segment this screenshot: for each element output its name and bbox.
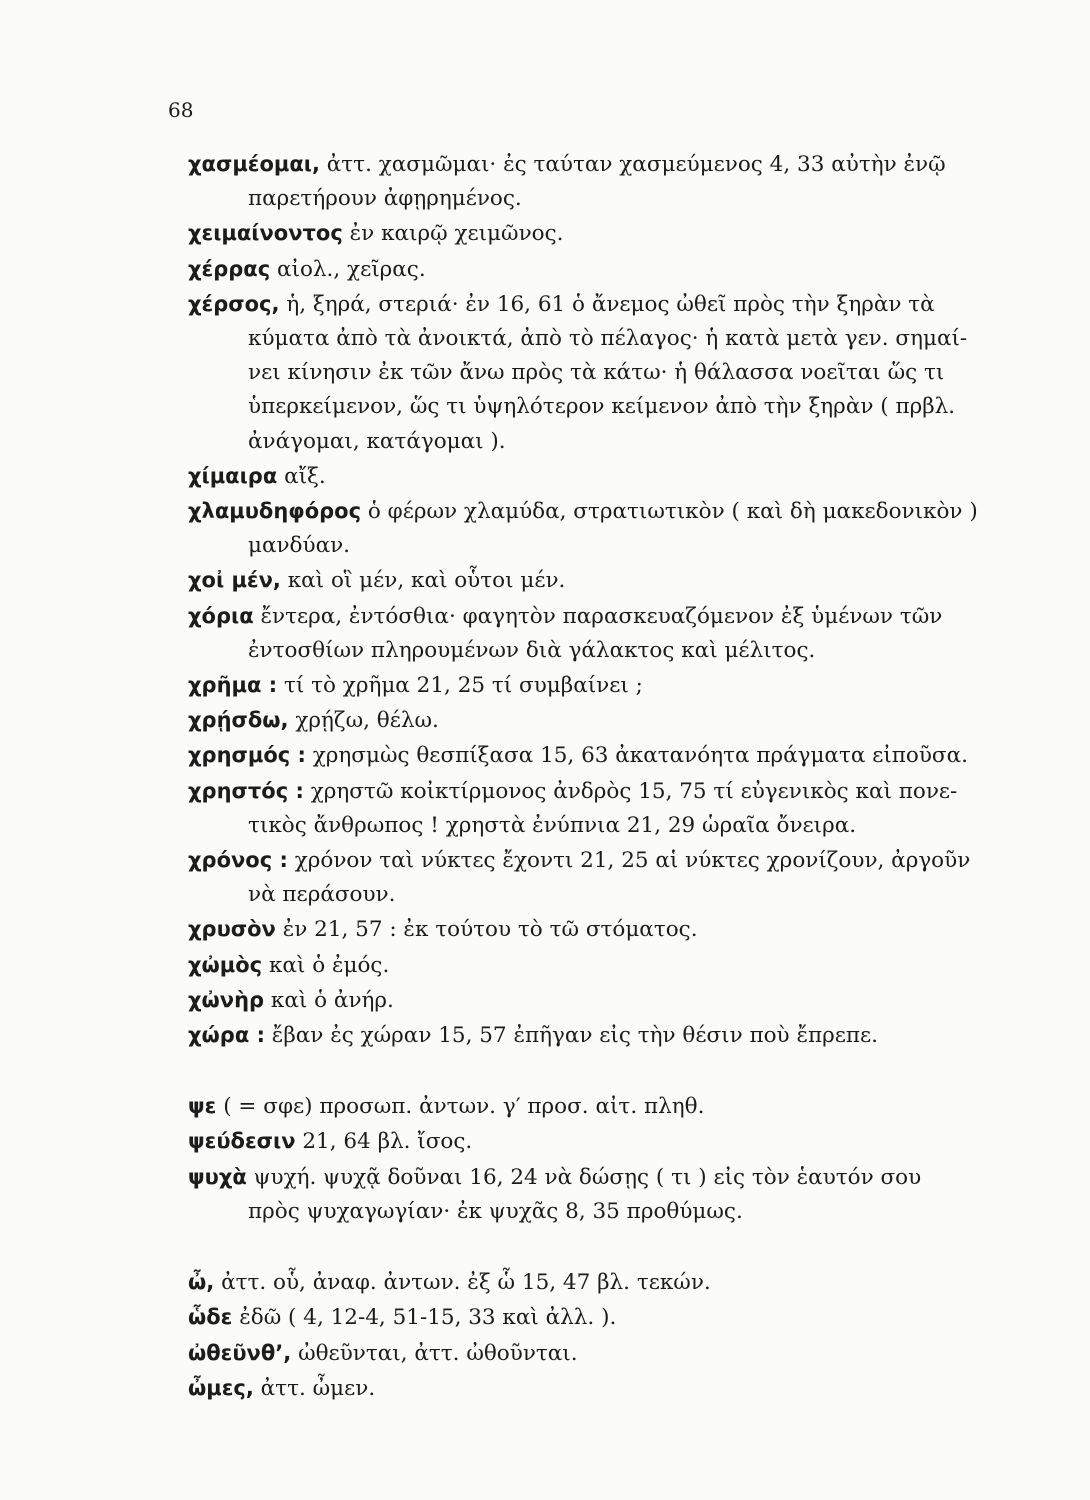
entry-first-line bbox=[188, 147, 1038, 182]
entry-continuation-line bbox=[188, 356, 1038, 390]
entry-first-line bbox=[188, 738, 1038, 773]
headword: χέρρας bbox=[188, 256, 271, 281]
definition-text: ἀττ. οὗ, ἀναφ. ἀντων. ἐξ ὧ 15, 47 βλ. τεκών. bbox=[214, 1270, 711, 1296]
definition-text: νὰ περάσουν. bbox=[248, 882, 396, 908]
lexicon-entry bbox=[188, 1265, 1038, 1300]
lexicon-entry bbox=[188, 563, 1038, 598]
headword: χὠμὸς bbox=[188, 952, 263, 977]
lexicon-entry bbox=[188, 287, 1038, 459]
entry-first-line bbox=[188, 494, 1038, 529]
definition-text: παρετήρουν ἀφῃρημένος. bbox=[248, 186, 522, 212]
definition-text: ἐντοσθίων πληρουμένων διὰ γάλακτος καὶ μέλιτος. bbox=[248, 637, 816, 663]
lexicon-entry bbox=[188, 1336, 1038, 1371]
lexicon-entry bbox=[188, 216, 1038, 251]
section-gap bbox=[188, 1229, 1038, 1265]
lexicon-entry bbox=[188, 1371, 1038, 1406]
entry-first-line bbox=[188, 912, 1038, 947]
section-gap bbox=[188, 1053, 1038, 1089]
entry-continuation-line bbox=[188, 1195, 1038, 1229]
headword: χίμαιρα bbox=[188, 463, 278, 488]
headword: χρόνος : bbox=[188, 848, 288, 873]
headword: ὧδε bbox=[188, 1305, 233, 1330]
lexicon-entry bbox=[188, 1300, 1038, 1335]
headword: ὦμες, bbox=[188, 1375, 254, 1400]
definition-text: 21, 64 βλ. ἴσος. bbox=[295, 1129, 473, 1155]
entry-continuation-line bbox=[188, 425, 1038, 459]
definition-text: καὶ οἳ μέν, καὶ οὗτοι μέν. bbox=[280, 568, 566, 594]
definition-text: πρὸς ψυχαγωγίαν· ἐκ ψυχᾶς 8, 35 προθύμως. bbox=[248, 1198, 743, 1224]
headword: ὠθεῦνθ’, bbox=[188, 1340, 292, 1365]
headword: χειμαίνοντος bbox=[188, 221, 343, 246]
entry-continuation-line bbox=[188, 182, 1038, 216]
entry-first-line bbox=[188, 1124, 1038, 1159]
definition-text: αἴξ. bbox=[277, 463, 326, 489]
headword: χέρσος, bbox=[188, 291, 280, 316]
definition-text: ὠθεῦνται, ἀττ. ὠθοῦνται. bbox=[291, 1340, 578, 1366]
lexicon-entry bbox=[188, 1089, 1038, 1124]
lexicon-entry bbox=[188, 703, 1038, 738]
headword: χρυσὸν bbox=[188, 917, 276, 942]
definition-text: ψυχή. ψυχᾷ δοῦναι 16, 24 νὰ δώσῃς ( τι ) εἰς τὸν ἑαυτόν σου bbox=[246, 1164, 922, 1190]
entry-first-line bbox=[188, 948, 1038, 983]
entry-first-line bbox=[188, 459, 1038, 494]
definition-text: ὑπερκείμενον, ὥς τι ὑψηλότερον κείμενον ἀπὸ τὴν ξηρὰν ( πρβλ. bbox=[248, 394, 956, 420]
entry-continuation-line bbox=[188, 634, 1038, 668]
entry-first-line bbox=[188, 983, 1038, 1018]
definition-text: τί τὸ χρῆμα 21, 25 τί συμβαίνει ; bbox=[277, 673, 643, 699]
headword: χασμέομαι, bbox=[188, 152, 320, 176]
entry-first-line bbox=[188, 287, 1038, 322]
definition-text: ἡ, ξηρά, στεριά· ἐν 16, 61 ὁ ἄνεμος ὠθεῖ πρὸς τὴν ξηρὰν τὰ bbox=[279, 291, 935, 317]
entry-first-line bbox=[188, 774, 1038, 809]
headword: ψυχὰ bbox=[188, 1164, 247, 1189]
entry-first-line bbox=[188, 1018, 1038, 1053]
lexicon-entry bbox=[188, 147, 1038, 216]
entry-first-line bbox=[188, 703, 1038, 738]
entry-first-line bbox=[188, 1336, 1038, 1371]
headword: χρηστός : bbox=[188, 778, 304, 803]
lexicon-entry bbox=[188, 774, 1038, 843]
lexicon-entry bbox=[188, 459, 1038, 494]
lexicon-entry bbox=[188, 1018, 1038, 1053]
entry-continuation-line bbox=[188, 529, 1038, 563]
entry-first-line bbox=[188, 599, 1038, 634]
definition-text: κύματα ἀπὸ τὰ ἀνοικτά, ἀπὸ τὸ πέλαγος· ἡ κατὰ μετὰ γεν. σημαί- bbox=[248, 326, 968, 352]
entry-first-line bbox=[188, 1089, 1038, 1124]
definition-text: ἐδῶ ( 4, 12-4, 51-15, 33 καὶ ἀλλ. ). bbox=[232, 1305, 617, 1331]
headword: χοἰ μέν, bbox=[188, 568, 281, 593]
headword: χρῆμα : bbox=[188, 673, 278, 698]
entry-continuation-line bbox=[188, 878, 1038, 912]
entry-first-line bbox=[188, 1265, 1038, 1300]
definition-text: ( = σφε) προσωπ. ἀντων. γ′ προσ. αἰτ. πληθ. bbox=[216, 1094, 705, 1120]
definition-text: ὁ φέρων χλαμύδα, στρατιωτικὸν ( καὶ δὴ μακεδονικὸν ) bbox=[361, 499, 978, 525]
headword: χόρια bbox=[188, 603, 254, 628]
entry-first-line bbox=[188, 1160, 1038, 1195]
entry-first-line bbox=[188, 1300, 1038, 1335]
lexicon-entry bbox=[188, 1124, 1038, 1159]
definition-text: χρηστῶ κοἰκτίρμονος ἀνδρὸς 15, 75 τί εὐγενικὸς καὶ πονε- bbox=[303, 778, 958, 804]
entry-first-line bbox=[188, 1371, 1038, 1406]
entry-first-line bbox=[188, 252, 1038, 287]
entry-first-line bbox=[188, 216, 1038, 251]
definition-text: χρόνον ταὶ νύκτες ἔχοντι 21, 25 αἱ νύκτες χρονίζουν, ἀργοῦν bbox=[287, 848, 971, 874]
definition-text: νει κίνησιν ἐκ τῶν ἄνω πρὸς τὰ κάτω· ἡ θάλασσα νοεῖται ὥς τι bbox=[248, 360, 945, 386]
lexicon-entry bbox=[188, 948, 1038, 983]
definition-text: ἀνάγομαι, κατάγομαι ). bbox=[248, 428, 506, 454]
definition-text: καὶ ὁ ἀνήρ. bbox=[264, 987, 394, 1013]
definition-text: ἀττ. ὦμεν. bbox=[253, 1375, 376, 1401]
lexicon-entry bbox=[188, 912, 1038, 947]
definition-text: καὶ ὁ ἐμός. bbox=[262, 952, 390, 978]
lexicon-entry bbox=[188, 668, 1038, 703]
headword: χώρα : bbox=[188, 1023, 265, 1048]
lexicon bbox=[188, 147, 1038, 1406]
lexicon-entry bbox=[188, 983, 1038, 1018]
definition-text: μανδύαν. bbox=[248, 533, 350, 559]
headword: ψε bbox=[188, 1094, 217, 1119]
headword: χλαμυδηφόρος bbox=[188, 499, 362, 524]
lexicon-entry bbox=[188, 738, 1038, 773]
entry-first-line bbox=[188, 563, 1038, 598]
headword: ὦ, bbox=[188, 1270, 215, 1295]
definition-text: ἐν 21, 57 : ἐκ τούτου τὸ τῶ στόματος. bbox=[275, 917, 698, 943]
entry-first-line bbox=[188, 668, 1038, 703]
definition-text: χρῄζω, θέλω. bbox=[288, 708, 439, 734]
definition-text: ἔντερα, ἐντόσθια· φαγητὸν παρασκευαζόμενον ἐξ ὑμένων τῶν bbox=[253, 603, 943, 629]
lexicon-entry bbox=[188, 843, 1038, 912]
definition-text: ἔβαν ἐς χώραν 15, 57 ἐπῆγαν εἰς τὴν θέσιν ποὺ ἔπρεπε. bbox=[264, 1023, 879, 1049]
lexicon-entry bbox=[188, 1160, 1038, 1229]
section-omega bbox=[188, 1265, 1038, 1406]
lexicon-entry bbox=[188, 494, 1038, 563]
entry-first-line bbox=[188, 843, 1038, 878]
headword: χὠνὴρ bbox=[188, 987, 265, 1012]
lexicon-entry bbox=[188, 599, 1038, 668]
definition-text: ἐν καιρῷ χειμῶνος. bbox=[342, 221, 564, 247]
section-chi bbox=[188, 147, 1038, 1053]
headword: χρησμός : bbox=[188, 743, 306, 768]
entry-continuation-line bbox=[188, 322, 1038, 356]
entry-continuation-line bbox=[188, 809, 1038, 843]
headword: χρῄσδω, bbox=[188, 708, 289, 733]
definition-text: τικὸς ἄνθρωπος ! χρηστὰ ἐνύπνια 21, 29 ὡραῖα ὄνειρα. bbox=[248, 812, 857, 838]
page-number: 68 bbox=[168, 98, 194, 122]
definition-text: ἀττ. χασμῶμαι· ἐς ταύταν χασμεύμενος 4, 33 αὐτὴν ἐνῷ bbox=[319, 152, 946, 177]
section-psi bbox=[188, 1089, 1038, 1229]
headword: ψεύδεσιν bbox=[188, 1129, 296, 1154]
lexicon-entry bbox=[188, 252, 1038, 287]
definition-text: χρησμὼς θεσπίξασα 15, 63 ἀκατανόητα πράγματα εἰποῦσα. bbox=[305, 743, 968, 769]
definition-text: αἰολ., χεῖρας. bbox=[270, 256, 426, 282]
entry-continuation-line bbox=[188, 390, 1038, 424]
